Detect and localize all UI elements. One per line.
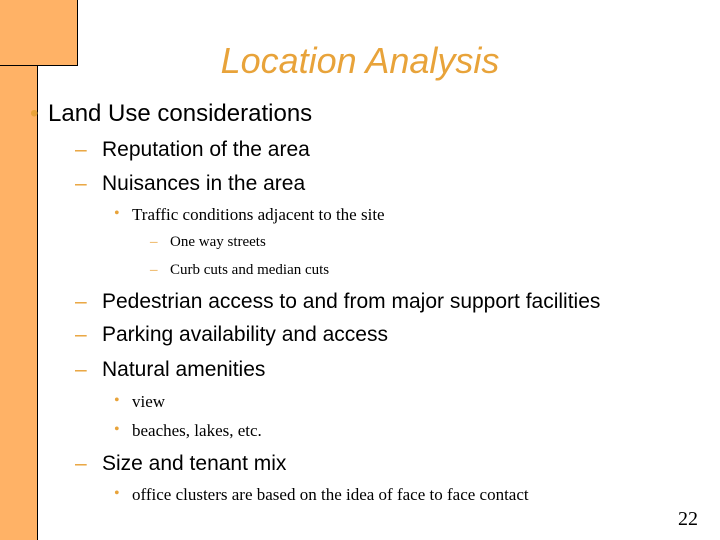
bullet-text: Pedestrian access to and from major support facilities — [102, 290, 601, 313]
bullet-item — [150, 233, 266, 251]
bullet-text: Land Use considerations — [48, 100, 313, 127]
bullet-text: Curb cuts and median cuts — [170, 262, 330, 278]
bullet-marker: • — [30, 100, 39, 127]
bullet-text: view — [132, 392, 166, 411]
bullet-item — [75, 138, 310, 162]
bullet-marker: • — [114, 205, 120, 222]
bullet-item — [150, 261, 329, 279]
bullet-text: Traffic conditions adjacent to the site — [132, 205, 385, 224]
bullet-text: One way streets — [170, 234, 266, 250]
bullet-item — [75, 323, 388, 347]
bullet-item — [116, 392, 165, 412]
side-bar-decoration — [0, 66, 38, 540]
dash-marker: – — [75, 138, 87, 161]
dash-marker: – — [75, 452, 87, 475]
dash-marker: – — [75, 290, 87, 313]
bullet-item — [116, 421, 262, 441]
dash-marker: – — [150, 234, 158, 250]
bullet-marker: • — [114, 392, 120, 409]
dash-marker: – — [150, 262, 158, 278]
dash-marker: – — [75, 172, 87, 195]
bullet-item — [116, 205, 385, 225]
bullet-item — [75, 290, 601, 314]
bullet-marker: • — [114, 421, 120, 438]
bullet-text: beaches, lakes, etc. — [132, 421, 262, 440]
bullet-text: Parking availability and access — [102, 323, 388, 346]
bullet-item — [75, 358, 266, 382]
bullet-text: Natural amenities — [102, 358, 266, 381]
bullet-text: Size and tenant mix — [102, 452, 287, 475]
bullet-text: Reputation of the area — [102, 138, 310, 161]
slide-title: Location Analysis — [220, 40, 500, 81]
bullet-item — [30, 100, 313, 128]
dash-marker: – — [75, 323, 87, 346]
bullet-text: Nuisances in the area — [102, 172, 306, 195]
bullet-item — [75, 452, 287, 476]
dash-marker: – — [75, 358, 87, 381]
bullet-item — [75, 172, 306, 196]
page-number: 22 — [678, 508, 698, 530]
bullet-marker: • — [114, 485, 120, 502]
bullet-item — [116, 485, 529, 505]
bullet-text: office clusters are based on the idea of face to face contact — [132, 485, 529, 504]
